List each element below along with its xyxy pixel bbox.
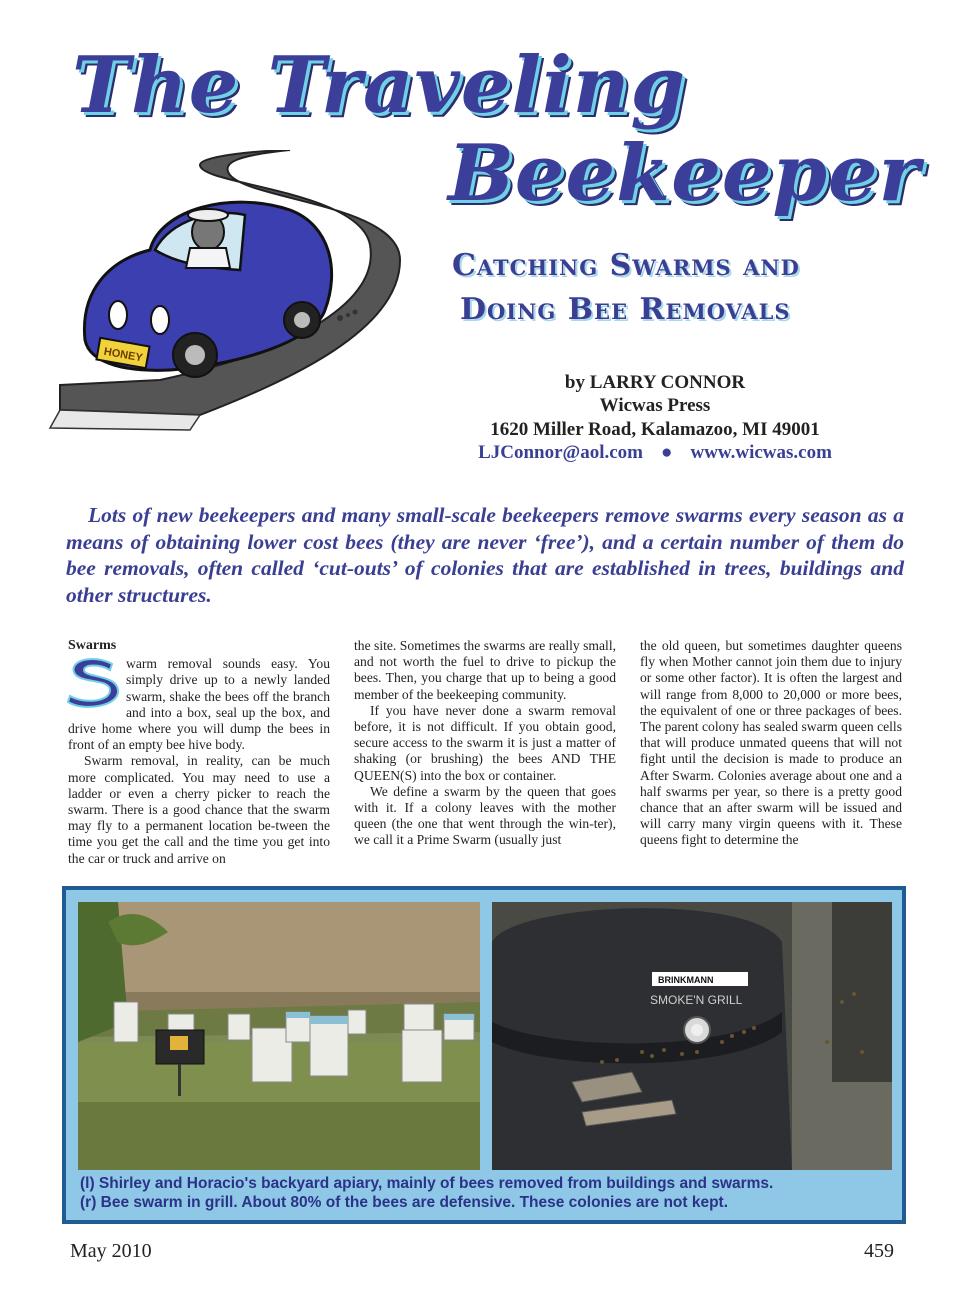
photo-caption <box>80 1174 892 1212</box>
beekeeper-suit <box>186 248 230 268</box>
title-line-2: Beekeeper <box>448 128 921 219</box>
photo-panel <box>62 886 906 1224</box>
grill-swarm-photo <box>492 902 892 1170</box>
paragraph: Swarm removal, in reality, can be much more complicated. You may need to use a ladder or even a cherry picker to reach the swarm. There is a good chance that the swarm may fly to a permanent location be-tween the time you get the call and the time you get into the car or truck and arrive on <box>68 753 330 866</box>
website-link[interactable]: www.wicwas.com <box>690 442 832 463</box>
column-3 <box>640 638 902 849</box>
author-byline: by LARRY CONNOR <box>564 372 746 393</box>
email-link[interactable]: LJConnor@aol.com <box>478 442 643 463</box>
paragraph: We define a swarm by the queen that goes with it. If a colony leaves with the mother queen (the one that went through the win-ter), we call it a Prime Swarm (usually just <box>354 783 616 848</box>
car-illustration <box>40 150 450 440</box>
beekeeper-hat <box>188 209 228 221</box>
paragraph: If you have never done a swarm removal before, it is not difficult. If you obtain good, secure access to the swarm it is just a matter of shaking (or brushing) the bees AND THE QUEEN(S) into the box or container. <box>354 702 616 783</box>
apiary-photo <box>78 902 480 1170</box>
caption-line-left: (l) Shirley and Horacio's backyard apiary, mainly of bees removed from buildings and swarms. <box>80 1175 774 1192</box>
grill-label-brand: BRINKMANN <box>658 975 714 985</box>
contact-line <box>440 442 870 464</box>
publisher-name: Wicwas Press <box>599 395 711 416</box>
page-number: 459 <box>864 1240 894 1262</box>
grill-label-model: SMOKE'N GRILL <box>650 993 743 1007</box>
headlight-left <box>109 301 127 329</box>
headlight-right <box>151 306 169 334</box>
section-heading: Swarms <box>68 638 117 653</box>
paragraph: the old queen, but sometimes daughter queens fly when Mother cannot join them due to injury or some other factor). It is often the largest and will range from 8,000 to 20,000 or more bees, the equivalent of one or three packages of bees. The parent colony has sealed swarm queen cells that will produce unmated queens that will not fight until the decision is made to produce an After Swarm. Colonies average about one and a half swarms per year, so there is a pretty good chance that an after swarm will be issued and will carry many virgin queens with it. These queens fight to determine the <box>640 638 902 848</box>
subtitle-line-2: Doing Bee Removals <box>460 292 791 327</box>
footer-date: May 2010 <box>70 1240 152 1262</box>
column-1 <box>68 638 330 867</box>
bullet-separator: ● <box>661 442 673 463</box>
subtitle-line-1: Catching Swarms and <box>452 248 800 283</box>
lead-paragraph: Lots of new beekeepers and many small-scale beekeepers remove swarms every season as a means of obtaining lower cost bees (they are never ‘free’), and a certain number of them do bee removals, often called ‘cut-outs’ of colonies that are established in trees, buildings and other structures. <box>66 503 904 607</box>
publisher-address: 1620 Miller Road, Kalamazoo, MI 49001 <box>490 419 820 440</box>
paragraph: the site. Sometimes the swarms are really small, and not worth the fuel to drive to pickup the bees. Then, you charge that up to being a good member of the beekeeping community. <box>354 638 616 702</box>
license-plate-text: HONEY <box>102 345 144 365</box>
drop-cap-s-icon <box>64 656 122 708</box>
caption-line-right: (r) Bee swarm in grill. About 80% of the bees are defensive. These colonies are not kept. <box>80 1194 729 1211</box>
paragraph: warm removal sounds easy. You simply drive up to a newly landed swarm, shake the bees off the branch and into a box, seal up the box, and drive home where you will dump the bees in front of an empty bee hive body. <box>68 656 330 753</box>
column-2 <box>354 638 616 849</box>
title-line-1: The Traveling <box>72 40 686 131</box>
